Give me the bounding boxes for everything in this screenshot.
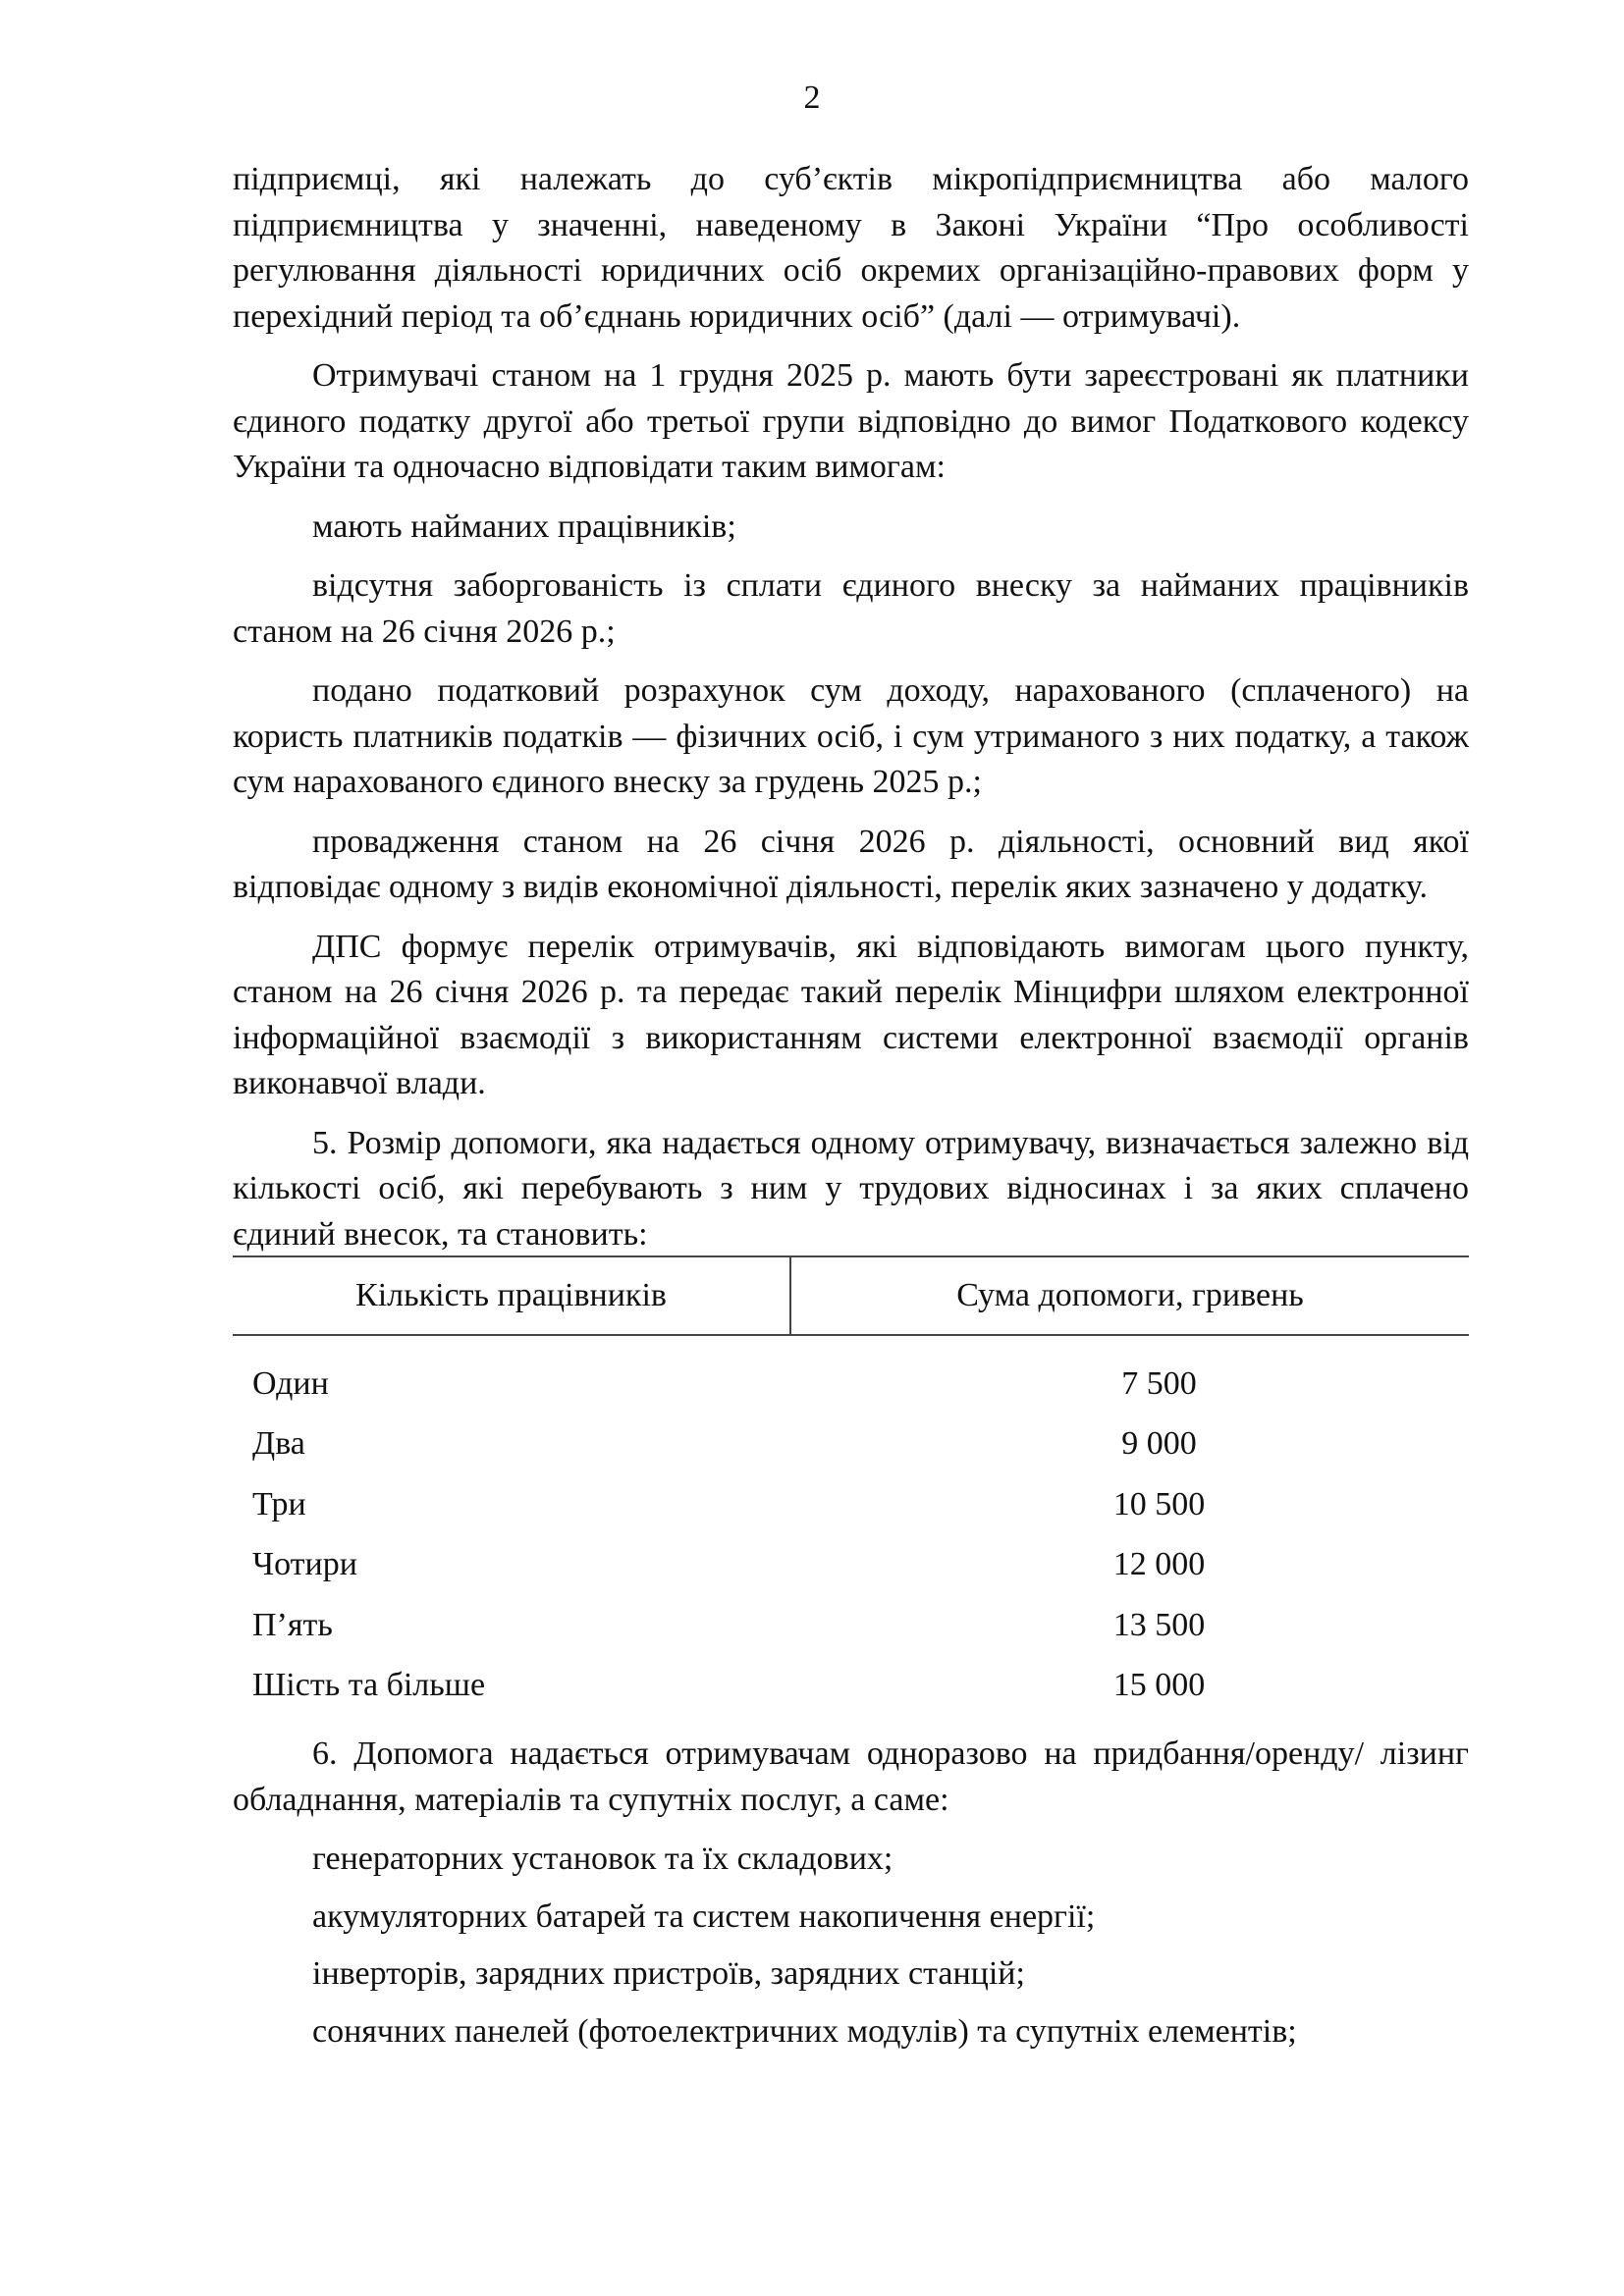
requirement-tax-report: подано податковий розрахунок сум доходу, нарахованого (сплаченого) на користь платників податків — фізичних осіб, і сум утриманого з них податку, а також сум нарахованого єдиного внеску за грудень 2025 р.; xyxy=(233,672,1469,800)
table-row xyxy=(233,1595,1469,1656)
requirement-activity: провадження станом на 26 січня 2026 р. діяльності, основний вид якої відповідає одному з видів економічної діяльності, перелік яких зазначено у додатку. xyxy=(233,823,1469,905)
table-row xyxy=(233,1415,1469,1475)
paragraph-recipients-definition: підприємці, які належать до суб’єктів мікропідприємництва або малого підприємництва у значенні, наведеному в Законі України “Про особливості регулювання діяльності юридичних осіб окремих організаційно-правових форм у перехідний період та об’єднань юридичних осіб” (далі — отримувачі). xyxy=(233,161,1469,335)
aid-amount-cell: 10 500 xyxy=(1112,1485,1206,1522)
paragraph-6-aid-purpose: 6. Допомога надається отримувачам одноразово на придбання/оренду/ лізинг обладнання, матеріалів та супутніх послуг, а саме: xyxy=(233,1735,1469,1818)
header-aid-amount: Сума допомоги, гривень xyxy=(790,1256,1469,1335)
employee-count-cell: Три xyxy=(252,1485,306,1522)
requirement-no-debt: відсутня заборгованість із сплати єдиного внеску за найманих працівників станом на 26 січня 2026 р.; xyxy=(233,567,1469,650)
table-row xyxy=(233,1656,1469,1717)
aid-amount-cell: 7 500 xyxy=(1121,1364,1197,1402)
employee-count-cell: Шість та більше xyxy=(252,1667,486,1703)
employee-count-cell: П’ять xyxy=(252,1606,333,1643)
list-item-generators: генераторних установок та їх складових; xyxy=(312,1841,893,1877)
employee-count-cell: Два xyxy=(252,1425,305,1462)
table-header-row xyxy=(233,1256,1469,1335)
requirement-employees: мають найманих працівників; xyxy=(312,507,736,545)
table-row xyxy=(233,1474,1469,1535)
list-item-solar-panels: сонячних панелей (фотоелектричних модулів) та супутніх елементів; xyxy=(312,2012,1297,2050)
aid-amount-cell: 13 500 xyxy=(1112,1606,1206,1643)
list-item-inverters: інверторів, зарядних пристроїв, зарядних станцій; xyxy=(312,1955,1025,1992)
document-body xyxy=(233,157,1469,2068)
aid-amount-table xyxy=(233,1255,1469,1716)
employee-count-cell: Один xyxy=(252,1364,329,1402)
table-row xyxy=(233,1335,1469,1415)
paragraph-dps-list: ДПС формує перелік отримувачів, які відповідають вимогам цього пункту, станом на 26 січня 2026 р. та передає такий перелік Мінцифри шляхом електронної інформаційної взаємодії з використанням системи електронної взаємодії органів виконавчої влади. xyxy=(233,928,1469,1101)
aid-amount-cell: 15 000 xyxy=(1112,1667,1206,1703)
employee-count-cell: Чотири xyxy=(252,1546,357,1582)
aid-amount-cell: 9 000 xyxy=(1121,1425,1197,1462)
table-row xyxy=(233,1535,1469,1596)
header-employee-count: Кількість працівників xyxy=(233,1256,790,1335)
aid-amount-cell: 12 000 xyxy=(1112,1546,1206,1582)
paragraph-recipient-requirements: Отримувачі станом на 1 грудня 2025 р. мають бути зареєстровані як платники єдиного податку другої або третьої групи відповідно до вимог Податкового кодексу України та одночасно відповідати таким вимогам: xyxy=(233,357,1469,485)
list-item-batteries: акумуляторних батарей та систем накопичення енергії; xyxy=(312,1897,1096,1935)
paragraph-5-aid-amount: 5. Розмір допомоги, яка надається одному отримувачу, визначається залежно від кількості осіб, які перебувають з ним у трудових відносинах і за яких сплачено єдиний внесок, та становить: xyxy=(233,1124,1469,1253)
page-number: 2 xyxy=(803,80,821,116)
